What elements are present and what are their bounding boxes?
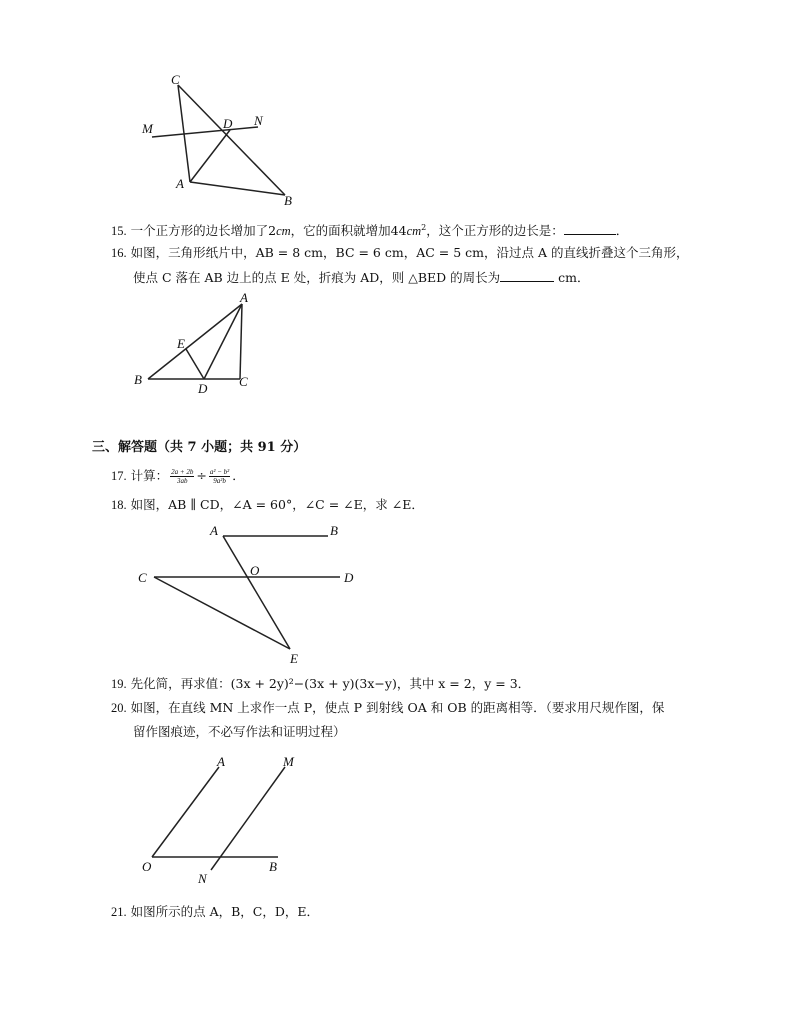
label-a: A [217, 754, 225, 769]
line-mn [211, 767, 285, 870]
label-c: C [138, 570, 147, 585]
label-b: B [284, 193, 292, 208]
question-text: ，它的面积就增加44 [290, 223, 407, 239]
question-text: 计算： [130, 468, 169, 483]
question-text: 先化简，再求值：(3x + 2y)²−(3x + y)(3x−y)，其中 x = 2，y = 3． [130, 676, 531, 691]
label-c: C [171, 72, 180, 87]
label-d: D [344, 570, 354, 585]
ray-oa [152, 767, 219, 857]
segment-ab [148, 304, 242, 379]
label-m: M [283, 754, 294, 769]
label-c: C [239, 374, 248, 389]
question-text: 如图所示的点 A，B，C，D，E． [130, 904, 320, 919]
segment-ac [240, 304, 242, 379]
question-text: 使点 C 落在 AB 边上的点 E 处，折痕为 AD，则 △BED 的周长为 [133, 270, 501, 285]
fraction-numerator: 2a + 2b [171, 468, 194, 476]
question-number: 15. [111, 224, 127, 239]
question-16-line-1 [111, 245, 688, 261]
unit: cm [276, 224, 291, 239]
divide-sign: ÷ [196, 468, 207, 483]
label-e: E [177, 336, 185, 351]
period: ． [615, 223, 629, 239]
question-number: 19. [111, 677, 127, 691]
question-text: cm． [554, 270, 590, 285]
period: ． [232, 468, 245, 483]
figure-top-triangle [130, 70, 310, 210]
segment-ed [186, 349, 204, 379]
label-a: A [210, 523, 218, 538]
question-number: 20. [111, 701, 127, 715]
segment-ab [190, 182, 285, 195]
label-d: D [198, 381, 208, 396]
question-21 [111, 904, 319, 920]
question-16-line-2 [133, 269, 590, 286]
label-o: O [250, 563, 260, 578]
label-a: A [240, 290, 248, 305]
question-number: 18. [111, 498, 127, 512]
question-number: 17. [111, 469, 127, 483]
label-d: D [223, 116, 233, 131]
line-mn [152, 127, 258, 137]
fraction-numerator: a² − b² [209, 468, 230, 476]
label-b: B [269, 859, 277, 874]
question-17 [111, 466, 245, 486]
unit: cm [406, 224, 422, 239]
figure-q20-angle-and-line [135, 750, 305, 890]
fraction-denominator: 3ab [176, 477, 188, 485]
segment-ce [154, 577, 290, 649]
question-20-line-2 [133, 724, 346, 740]
answer-blank[interactable] [564, 222, 616, 235]
fraction-denominator: 9a²b [213, 477, 226, 485]
question-text: 如图，AB ∥ CD，∠A = 60°，∠C = ∠E，求 ∠E． [130, 497, 424, 512]
section-heading: 三、解答题（共 7 小题；共 91 分） [92, 440, 307, 455]
label-a: A [176, 176, 184, 191]
segment-ad [204, 304, 242, 379]
question-text: 一个正方形的边长增加了2 [130, 223, 277, 239]
fraction-1 [170, 468, 194, 485]
question-text: 如图，在直线 MN 上求作一点 P，使点 P 到射线 OA 和 OB 的距离相等．（要求用尺规作图，保 [130, 700, 665, 715]
question-15 [111, 220, 628, 239]
question-number: 16. [111, 246, 127, 260]
label-o: O [142, 859, 152, 874]
superscript: 2 [421, 223, 427, 232]
question-19 [111, 676, 530, 692]
fraction-2 [209, 468, 230, 485]
label-n: N [198, 871, 207, 886]
segment-ad [190, 130, 230, 182]
question-text: 留作图痕迹，不必写作法和证明过程） [133, 724, 346, 739]
question-20-line-1 [111, 700, 664, 716]
label-b: B [134, 372, 142, 387]
label-m: M [142, 121, 153, 136]
question-18 [111, 497, 424, 513]
question-text: 如图，三角形纸片中，AB = 8 cm，BC = 6 cm，AC = 5 cm，沿过点 A 的直线折叠这个三角形， [130, 245, 689, 260]
figure-q16-triangle [128, 288, 268, 398]
label-n: N [254, 113, 263, 128]
answer-blank[interactable] [500, 269, 554, 282]
question-text: ，这个正方形的边长是： [426, 223, 564, 239]
figure-q18-parallel-lines [130, 518, 370, 668]
question-number: 21. [111, 905, 127, 919]
label-b: B [330, 523, 338, 538]
segment-cb [178, 85, 285, 195]
label-e: E [290, 651, 298, 666]
